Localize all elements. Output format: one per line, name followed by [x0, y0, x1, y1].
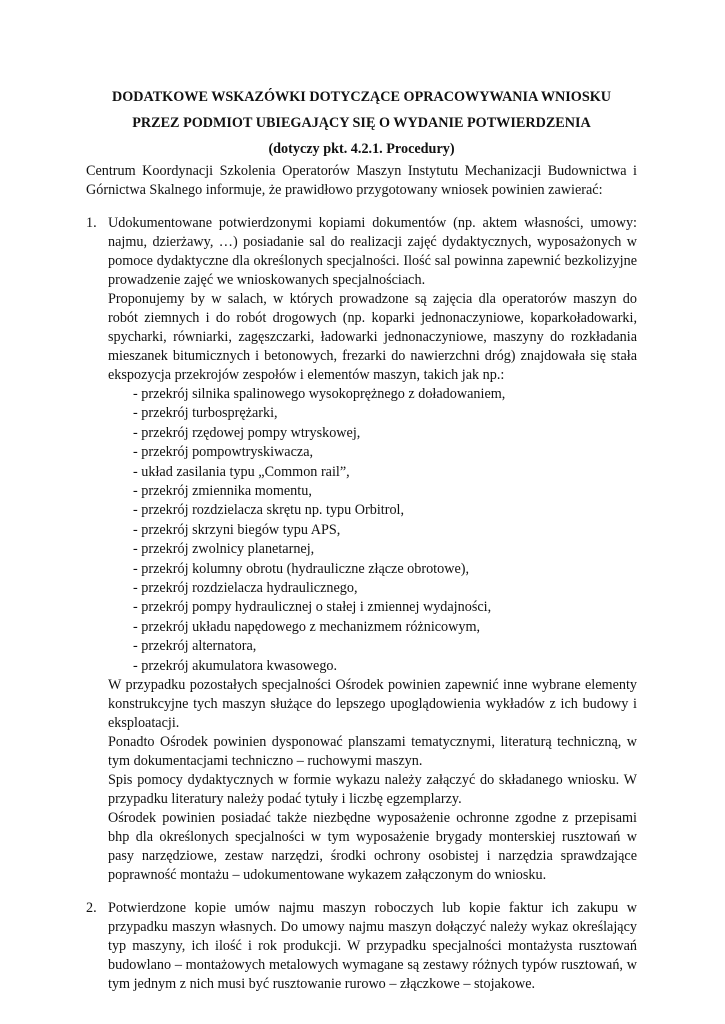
sub-list-item: - przekrój pompy hydraulicznej o stałej i zmiennej wydajności,	[133, 599, 492, 616]
cross-section-list	[108, 385, 637, 676]
list-item-number: 2.	[86, 900, 97, 917]
sub-list-item: - przekrój zwolnicy planetarnej,	[133, 541, 315, 558]
document-title	[86, 84, 637, 162]
paragraph: Ponadto Ośrodek powinien dysponować planszami tematycznymi, literaturą techniczną, w tym dokumentacjami techniczno – ruchowymi maszyn.	[108, 734, 637, 770]
list-item-2	[86, 899, 637, 994]
sub-list-item: - przekrój rozdzielacza skrętu np. typu Orbitrol,	[133, 502, 405, 519]
paragraph: Udokumentowane potwierdzonymi kopiami dokumentów (np. aktem własności, umowy: najmu, dzierżawy, …) posiadanie sal do realizacji zajęć dydaktycznych, wyposażonych w pomoce dydaktyczne dla określonych specjalności. Ilość sal powinna zapewnić bezkolizyjne prowadzenie zajęć we wnioskowanych specjalnościach.	[108, 215, 637, 288]
paragraph: Spis pomocy dydaktycznych w formie wykazu należy załączyć do składanego wniosku. W przypadku literatury należy podać tytuły i liczbę egzemplarzy.	[108, 772, 637, 808]
paragraph: Potwierdzone kopie umów najmu maszyn roboczych lub kopie faktur ich zakupu w przypadku maszyn własnych. Do umowy najmu maszyn dołączyć należy wykaz określający typ maszyny, ich ilość i rok produkcji. W przypadku specjalności montażysta rusztowań budowlano – montażowych metalowych wymagane są zestawy różnych typów rusztowań, w tym jednym z nich musi być rusztowanie rurowo – złączkowe – stojakowe.	[108, 900, 637, 993]
sub-list-item: - przekrój skrzyni biegów typu APS,	[133, 521, 341, 538]
sub-list-item: - przekrój rozdzielacza hydraulicznego,	[133, 580, 358, 597]
requirements-list	[86, 214, 637, 994]
sub-list-item: - przekrój pompowtryskiwacza,	[133, 444, 314, 461]
sub-list-item: - przekrój zmiennika momentu,	[133, 483, 312, 500]
list-item-number: 1.	[86, 215, 97, 231]
list-item-1	[86, 214, 637, 885]
title-line-2: PRZEZ PODMIOT UBIEGAJĄCY SIĘ O WYDANIE POTWIERDZENIA	[132, 115, 591, 131]
sub-list-item: - przekrój turbosprężarki,	[133, 405, 278, 422]
paragraph: W przypadku pozostałych specjalności Ośrodek powinien zapewnić inne wybrane elementy konstrukcyjne tych maszyn służące do lepszego upoglądowienia wykładów z ich budowy i eksploatacji.	[108, 677, 637, 732]
list-item-body	[108, 899, 637, 994]
title-line-3: (dotyczy pkt. 4.2.1. Procedury)	[268, 141, 455, 157]
paragraph: Proponujemy by w salach, w których prowadzone są zajęcia dla operatorów maszyn do robót ziemnych i do robót drogowych (np. koparki jednonaczyniowe, koparkoładowarki, spycharki, równiarki, zagęszczarki, ładowarki jednonaczyniowe, maszyny do rozkładania mieszanek bitumicznych i betonowych, frezarki do nawierzchni dróg) znajdowała się stała ekspozycja przekrojów zespołów i elementów maszyn, takich jak np.:	[108, 291, 637, 383]
sub-list-item: - przekrój silnika spalinowego wysokoprężnego z doładowaniem,	[133, 386, 506, 402]
sub-list-item: - układ zasilania typu „Common rail”,	[133, 463, 350, 480]
sub-list-item: - przekrój kolumny obrotu (hydrauliczne złącze obrotowe),	[133, 560, 470, 577]
list-item-body	[108, 214, 637, 885]
sub-list-item: - przekrój alternatora,	[133, 638, 257, 655]
sub-list-item: - przekrój akumulatora kwasowego.	[133, 657, 338, 674]
sub-list-item: - przekrój rzędowej pompy wtryskowej,	[133, 424, 361, 441]
title-line-1: DODATKOWE WSKAZÓWKI DOTYCZĄCE OPRACOWYWANIA WNIOSKU	[112, 89, 611, 105]
paragraph: Ośrodek powinien posiadać także niezbędne wyposażenie ochronne zgodne z przepisami bhp dla określonych specjalności w tym wyposażenie brygady monterskiej rusztowań w pasy narzędziowe, zestaw narzędzi, środki ochrony osobistej i narzędzia sprawdzające poprawność montażu – udokumentowane wykazem załączonym do wniosku.	[108, 810, 637, 884]
intro-paragraph: Centrum Koordynacji Szkolenia Operatorów Maszyn Instytutu Mechanizacji Budownictwa i Górnictwa Skalnego informuje, że prawidłowo przygotowany wniosek powinien zawierać:	[86, 163, 637, 198]
sub-list-item: - przekrój układu napędowego z mechanizmem różnicowym,	[133, 618, 481, 635]
